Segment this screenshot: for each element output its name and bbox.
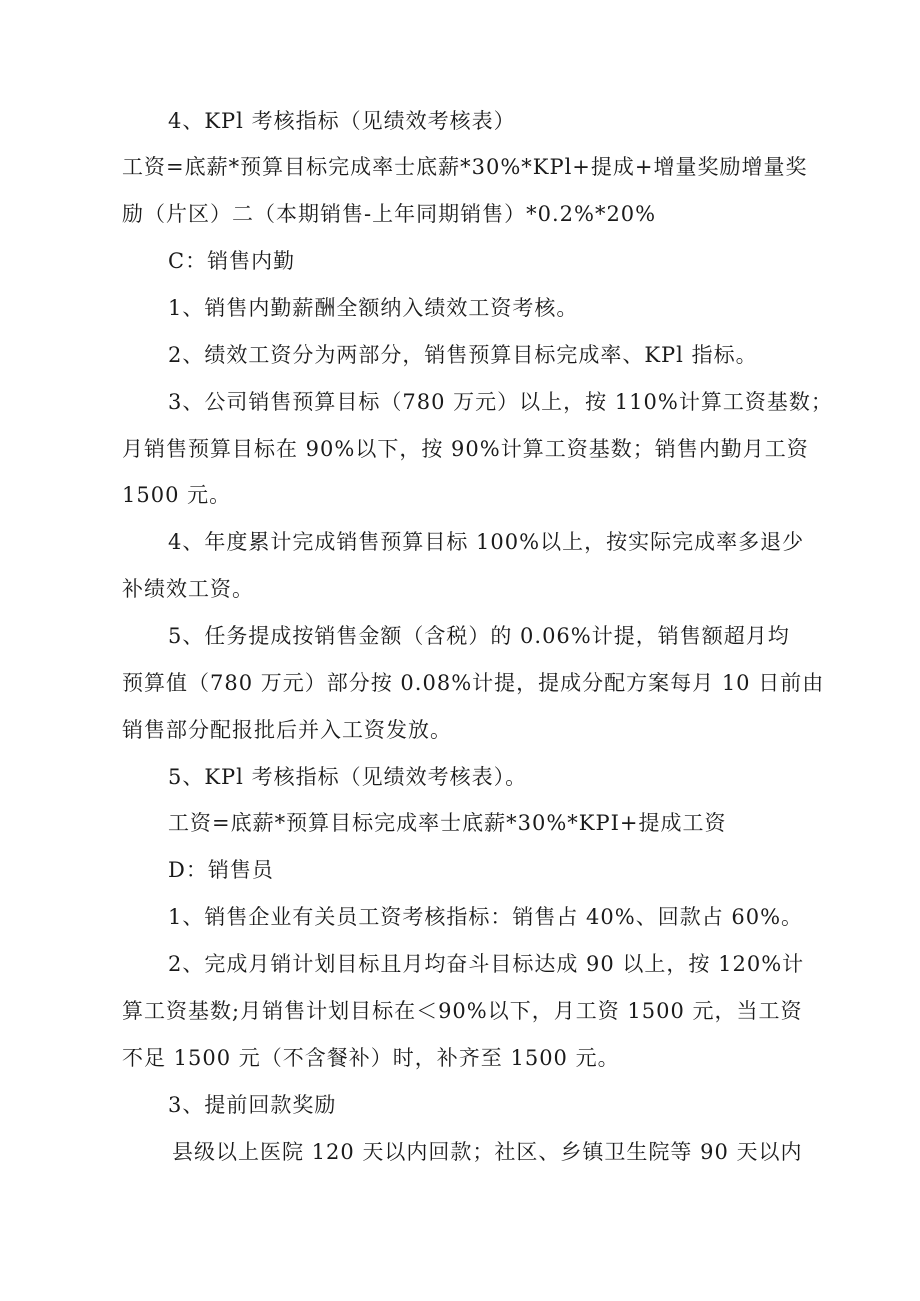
salary-formula-c: 工资=底薪*预算目标完成率士底薪*30%*KPI+提成工资 [168, 811, 727, 835]
paragraph-d-2-line-1: 2、完成月销计划目标且月均奋斗目标达成 90 以上，按 120%计 [168, 952, 805, 976]
paragraph-c-3-line-2: 月销售预算目标在 90%以下，按 90%计算工资基数；销售内勤月工资 [122, 437, 809, 461]
paragraph-kpi-4: 4、KPl 考核指标（见绩效考核表） [168, 109, 516, 133]
salary-formula-line-1: 工资=底薪*预算目标完成率士底薪*30%*KPl+提成+增量奖励增量奖 [122, 155, 808, 179]
salary-formula-line-2: 励（片区）二（本期销售-上年同期销售）*0.2%*20% [122, 202, 657, 226]
paragraph-c-4-line-1: 4、年度累计完成销售预算目标 100%以上，按实际完成率多退少 [168, 530, 805, 554]
paragraph-c-3-line-1: 3、公司销售预算目标（780 万元）以上，按 110%计算工资基数； [168, 390, 833, 414]
paragraph-d-3-detail: 县级以上医院 120 天以内回款；社区、乡镇卫生院等 90 天以内 [172, 1140, 803, 1164]
paragraph-c-2: 2、绩效工资分为两部分，销售预算目标完成率、KPl 指标。 [168, 343, 758, 367]
paragraph-c-4-line-2: 补绩效工资。 [122, 577, 254, 601]
paragraph-c-1: 1、销售内勤薪酬全额纳入绩效工资考核。 [168, 296, 579, 320]
paragraph-c-5-line-2: 预算值（780 万元）部分按 0.08%计提，提成分配方案每月 10 日前由 [122, 671, 825, 695]
paragraph-d-2-line-2: 算工资基数;月销售计划目标在＜90%以下，月工资 1500 元，当工资 [122, 999, 803, 1023]
paragraph-c-3-line-3: 1500 元。 [122, 483, 232, 507]
paragraph-c-5-line-3: 销售部分配报批后并入工资发放。 [122, 718, 452, 742]
paragraph-d-3: 3、提前回款奖励 [168, 1093, 337, 1117]
paragraph-d-2-line-3: 不足 1500 元（不含餐补）时，补齐至 1500 元。 [122, 1046, 620, 1070]
paragraph-c-5-line-1: 5、任务提成按销售金额（含税）的 0.06%计提，销售额超月均 [168, 624, 790, 648]
paragraph-d-1: 1、销售企业有关员工资考核指标：销售占 40%、回款占 60%。 [168, 905, 804, 929]
section-heading-d: D：销售员 [168, 858, 274, 882]
paragraph-c-kpi: 5、KPl 考核指标（见绩效考核表）。 [168, 765, 528, 789]
section-heading-c: C：销售内勤 [168, 249, 296, 273]
